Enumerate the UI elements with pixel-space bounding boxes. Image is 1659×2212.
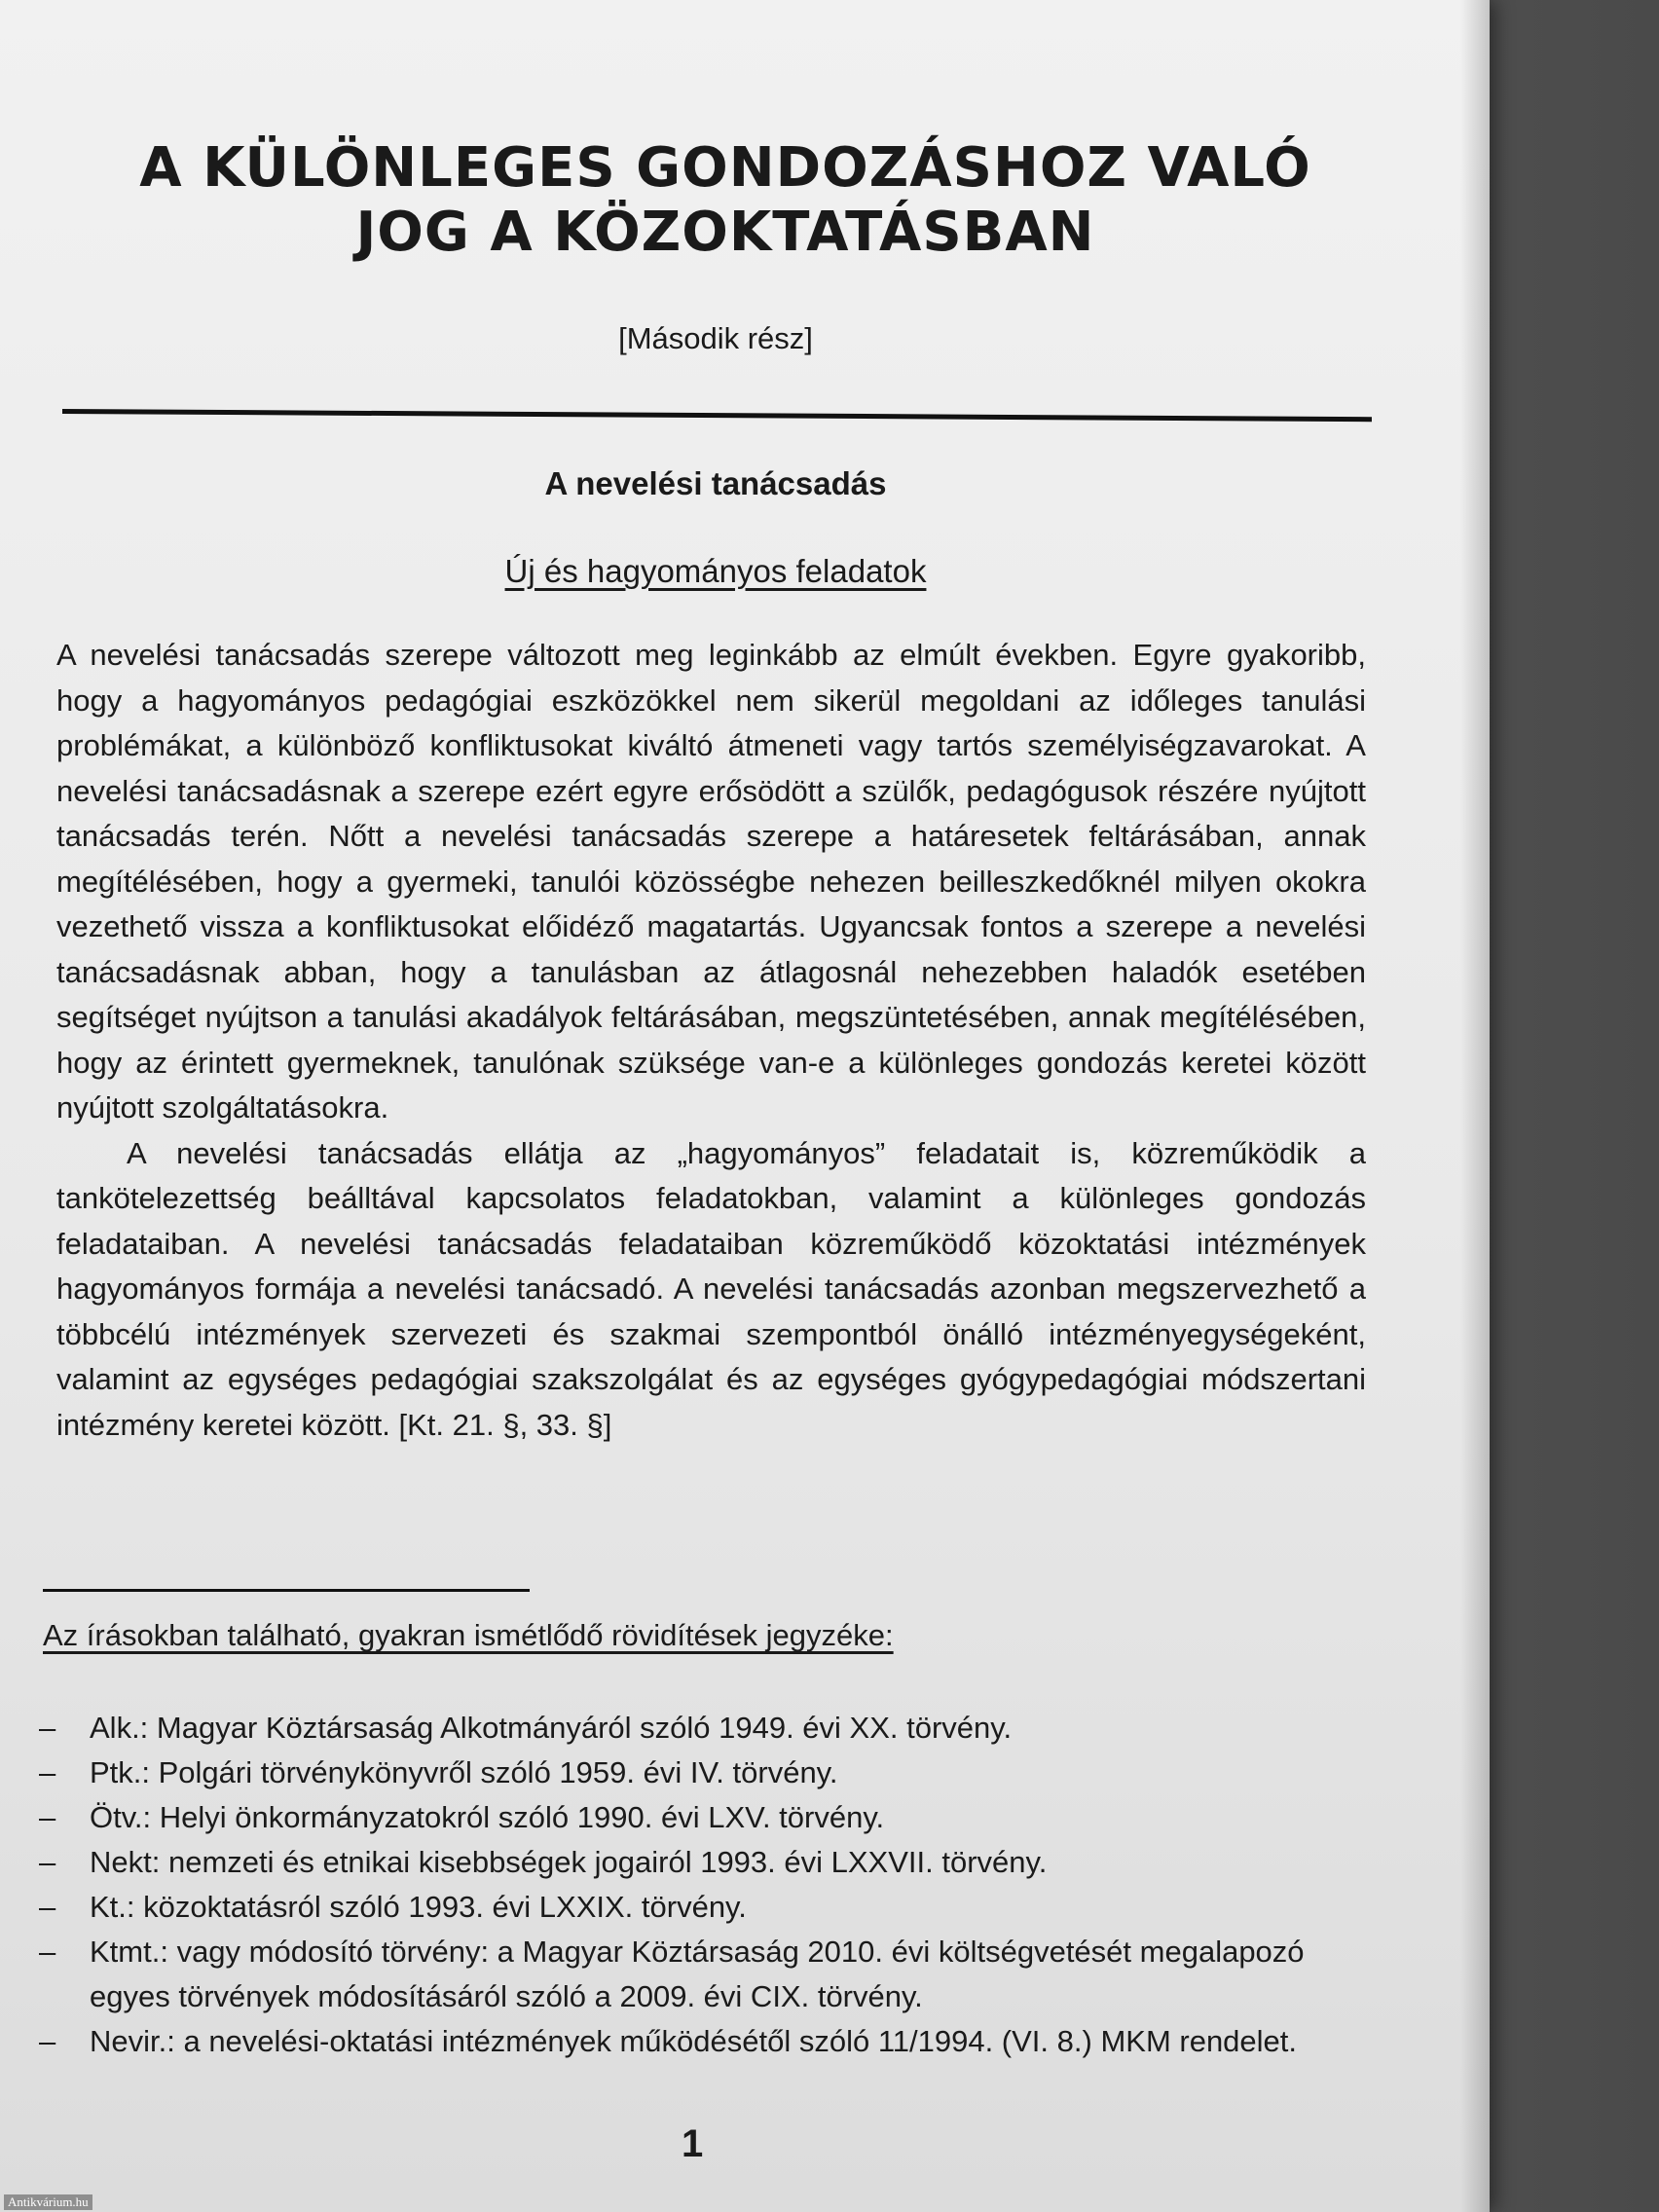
page-edge-shadow <box>1460 0 1490 2212</box>
dash-bullet: – <box>39 2024 56 2058</box>
list-item <box>39 1795 1373 1840</box>
list-item <box>39 1751 1373 1795</box>
list-item-text: Ptk.: Polgári törvénykönyvről szóló 1959. évi IV. törvény. <box>90 1755 838 1789</box>
list-item <box>39 2019 1373 2064</box>
abbreviations-heading: Az írásokban található, gyakran ismétlődő rövidítések jegyzéke: <box>43 1618 894 1652</box>
paragraph: A nevelési tanácsadás ellátja az „hagyományos” feladatait is, közreműködik a tankötelezettség beálltával kapcsolatos feladatokban, valamint a különleges gondozás feladataiban. A nevelési tanácsadás feladataiban közreműködő közoktatási intézmények hagyományos formája a nevelési tanácsadó. A nevelési tanácsadás azonban megszervezhető a többcélú intézmények szervezeti és szakmai szempontból önálló intézményegységeként, valamint az egységes pedagógiai szakszolgálat és az egységes gyógypedagógiai módszertani intézmény keretei között. [Kt. 21. §, 33. §] <box>56 1135 1366 1442</box>
dash-bullet: – <box>39 1845 56 1879</box>
dash-bullet: – <box>39 1890 56 1924</box>
title-divider <box>62 409 1372 422</box>
list-item-text: Nevir.: a nevelési-oktatási intézmények működésétől szóló 11/1994. (VI. 8.) MKM rendelet. <box>90 2024 1298 2058</box>
abbreviations-list <box>39 1706 1373 2064</box>
list-item <box>39 1930 1373 2019</box>
footnote-divider <box>43 1589 530 1592</box>
list-item <box>39 1885 1373 1930</box>
list-item-text: Ktmt.: vagy módosító törvény: a Magyar Köztársaság 2010. évi költségvetését megalapozó egyes törvények módosításáról szóló a 2009. évi CIX. törvény. <box>90 1935 1305 2013</box>
list-item-text: Nekt: nemzeti és etnikai kisebbségek jogairól 1993. évi LXXVII. törvény. <box>90 1845 1048 1879</box>
body-text <box>56 633 1366 1448</box>
paragraph: A nevelési tanácsadás szerepe változott meg leginkább az elmúlt években. Egyre gyakoribb, hogy a hagyományos pedagógiai eszközökkel nem sikerül megoldani az időleges tanulási problémákat, a különböző konfliktusokat kiváltó átmeneti vagy tartós személyiségzavarokat. A nevelési tanácsadásnak a szerepe ezért egyre erősödött a szülők, pedagógusok részére nyújtott tanácsadás terén. Nőtt a nevelési tanácsadás szerepe a határesetek feltárásában, annak megítélésében, hogy a gyermeki, tanulói közösségbe nehezen beilleszkedőknél milyen okokra vezethető vissza a konfliktusokat előidéző magatartás. Ugyancsak fontos a szerepe a nevelési tanácsadásnak abban, hogy a tanulásban az átlagosnál nehezebben haladók esetében segítséget nyújtson a tanulási akadályok feltárásában, megszüntetésében, annak megítélésében, hogy az érintett gyermeknek, tanulónak szüksége van-e a különleges gondozás keretei között nyújtott szolgáltatásokra. <box>56 638 1366 1124</box>
dash-bullet: – <box>39 1935 56 1969</box>
page-title-line-2: JOG A KÖZOKTATÁSBAN <box>355 201 1095 264</box>
page-title-line-1: A KÜLÖNLEGES GONDOZÁSHOZ VALÓ <box>139 136 1311 200</box>
page-title <box>58 136 1392 265</box>
section-heading: A nevelési tanácsadás <box>544 465 887 501</box>
dash-bullet: – <box>39 1755 56 1789</box>
list-item-text: Alk.: Magyar Köztársaság Alkotmányáról szóló 1949. évi XX. törvény. <box>90 1711 1013 1745</box>
subsection-heading: Új és hagyományos feladatok <box>504 553 927 589</box>
dash-bullet: – <box>39 1800 56 1834</box>
page-subtitle: [Második rész] <box>618 321 813 355</box>
watermark: Antikvárium.hu <box>4 2194 92 2210</box>
list-item-text: Kt.: közoktatásról szóló 1993. évi LXXIX. törvény. <box>90 1890 747 1924</box>
list-item <box>39 1840 1373 1885</box>
list-item-text: Ötv.: Helyi önkormányzatokról szóló 1990. évi LXV. törvény. <box>90 1800 885 1834</box>
page-number: 1 <box>682 2122 704 2165</box>
list-item <box>39 1706 1373 1751</box>
dash-bullet: – <box>39 1711 56 1745</box>
